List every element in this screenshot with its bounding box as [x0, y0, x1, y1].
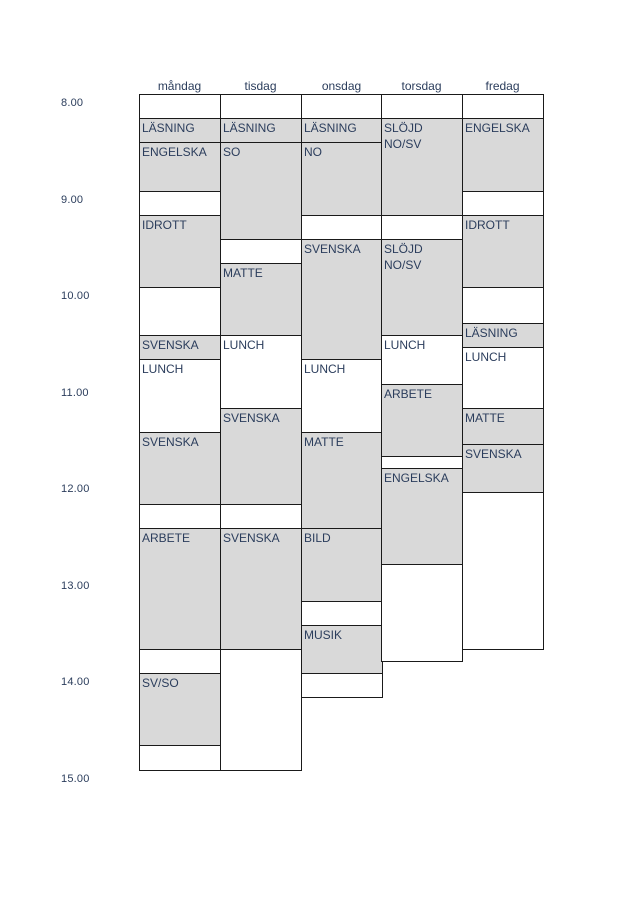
schedule-block — [381, 118, 463, 216]
time-label-7: 15.00 — [61, 773, 90, 785]
block-label: SVENSKA — [142, 338, 199, 352]
block-label: MATTE — [465, 411, 505, 425]
time-label-0: 8.00 — [61, 97, 84, 109]
schedule-block — [301, 432, 383, 529]
schedule-block — [139, 359, 221, 433]
schedule-block — [462, 287, 544, 324]
block-label: BILD — [304, 531, 331, 545]
block-label: IDROTT — [465, 218, 510, 232]
schedule-block — [139, 528, 221, 650]
block-label: MATTE — [223, 266, 263, 280]
schedule-block — [462, 191, 544, 216]
day-header-0: måndag — [157, 79, 202, 93]
day-header-1: tisdag — [244, 79, 277, 93]
schedule-block — [139, 118, 221, 143]
block-label: ENGELSKA — [142, 145, 207, 159]
schedule-block — [381, 384, 463, 457]
block-label: SVENSKA — [223, 531, 280, 545]
schedule-block — [381, 468, 463, 565]
block-label: LUNCH — [304, 362, 346, 376]
schedule-block — [220, 649, 302, 771]
schedule-block — [462, 215, 544, 288]
block-label: SVENSKA — [223, 411, 280, 425]
schedule-block — [220, 118, 302, 143]
schedule-block — [301, 625, 383, 674]
block-label: ENGELSKA — [465, 121, 530, 135]
schedule-block — [462, 323, 544, 348]
schedule-block — [462, 444, 544, 493]
schedule-block — [220, 142, 302, 240]
block-label: LÄSNING — [465, 326, 518, 340]
schedule-block — [462, 94, 544, 119]
time-label-3: 11.00 — [61, 387, 89, 399]
schedule-block — [462, 408, 544, 445]
block-label: LUNCH — [142, 362, 184, 376]
schedule-block — [381, 94, 463, 119]
schedule-block — [381, 215, 463, 240]
schedule-block — [139, 649, 221, 674]
schedule-block — [301, 359, 383, 433]
block-label: SVENSKA — [304, 242, 361, 256]
block-label: SLÖJD NO/SV — [384, 121, 423, 151]
schedule-block — [139, 504, 221, 529]
block-label: IDROTT — [142, 218, 187, 232]
schedule-block — [301, 215, 383, 240]
block-label: LUNCH — [465, 350, 507, 364]
day-header-4: fredag — [485, 79, 520, 93]
schedule-block — [139, 335, 221, 360]
schedule-block — [220, 408, 302, 505]
time-label-2: 10.00 — [61, 290, 90, 302]
block-label: SVENSKA — [142, 435, 199, 449]
schedule-block — [462, 118, 544, 192]
schedule-block — [139, 432, 221, 505]
schedule-block — [462, 492, 544, 650]
time-label-4: 12.00 — [61, 483, 90, 495]
schedule-block — [301, 601, 383, 626]
block-label: SVENSKA — [465, 447, 522, 461]
schedule-block — [301, 94, 383, 119]
block-label: ARBETE — [384, 387, 433, 401]
block-label: LUNCH — [384, 338, 426, 352]
block-label: ENGELSKA — [384, 471, 449, 485]
schedule-block — [220, 504, 302, 529]
day-header-3: torsdag — [401, 79, 442, 93]
schedule-block — [381, 335, 463, 385]
block-label: SV/SO — [142, 676, 179, 690]
schedule-block — [139, 191, 221, 216]
schedule-block — [301, 673, 383, 698]
schedule-block — [301, 239, 383, 360]
schedule-block — [381, 564, 463, 662]
block-label: MATTE — [304, 435, 344, 449]
schedule-block — [139, 673, 221, 746]
schedule-block — [139, 94, 221, 119]
schedule-block — [220, 335, 302, 409]
day-header-2: onsdag — [321, 79, 362, 93]
schedule-block — [139, 745, 221, 771]
block-label: LÄSNING — [142, 121, 195, 135]
block-label: ARBETE — [142, 531, 191, 545]
schedule-block — [301, 118, 383, 143]
schedule-block — [220, 94, 302, 119]
block-label: SO — [223, 145, 241, 159]
block-label: SLÖJD NO/SV — [384, 242, 423, 272]
schedule-block — [220, 263, 302, 336]
schedule-block — [301, 142, 383, 216]
schedule-block — [139, 287, 221, 336]
schedule-block — [462, 347, 544, 409]
schedule-block — [220, 528, 302, 650]
time-label-1: 9.00 — [61, 194, 84, 206]
time-label-6: 14.00 — [61, 676, 90, 688]
block-label: LÄSNING — [223, 121, 276, 135]
block-label: LÄSNING — [304, 121, 357, 135]
block-label: LUNCH — [223, 338, 265, 352]
schedule-block — [139, 215, 221, 288]
schedule-block — [139, 142, 221, 192]
schedule-block — [220, 239, 302, 264]
schedule-block — [301, 528, 383, 602]
block-label: NO — [304, 145, 322, 159]
time-label-5: 13.00 — [61, 580, 90, 592]
block-label: MUSIK — [304, 628, 343, 642]
schedule-block — [381, 239, 463, 336]
